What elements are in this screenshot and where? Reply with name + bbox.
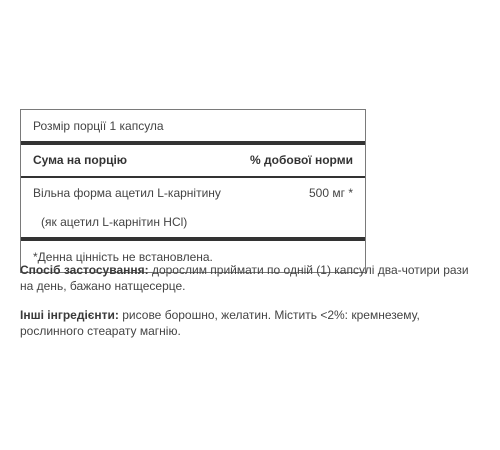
other-ingredients-text: рисове борошно, желатин. Містить <2%: кремнезему, рослинного стеарату магнію. [20,308,420,338]
other-ingredients-label: Інші інгредієнти: [20,308,119,322]
table-header-row [21,145,365,178]
usage-text: дорослим приймати по одній (1) капсулі два-чотири рази на день, бажано натщесерце. [20,263,469,293]
ingredient-subline: (як ацетил L-карнітин HCl) [21,206,365,241]
table-row [21,178,365,206]
supplement-facts-table [20,109,366,273]
daily-value-footnote: *Денна цінність не встановлена. [33,250,213,264]
ingredient-name: Вільна форма ацетил L-карнітину [33,186,221,200]
serving-size: Розмір порції 1 капсула [21,110,365,145]
usage-paragraph [20,262,480,294]
ingredient-amount: 500 мг * [309,186,353,200]
usage-label: Спосіб застосування: [20,263,149,277]
daily-value-header: % добової норми [250,153,353,167]
other-ingredients-paragraph [20,307,480,339]
amount-per-serving-header: Сума на порцію [33,153,128,167]
